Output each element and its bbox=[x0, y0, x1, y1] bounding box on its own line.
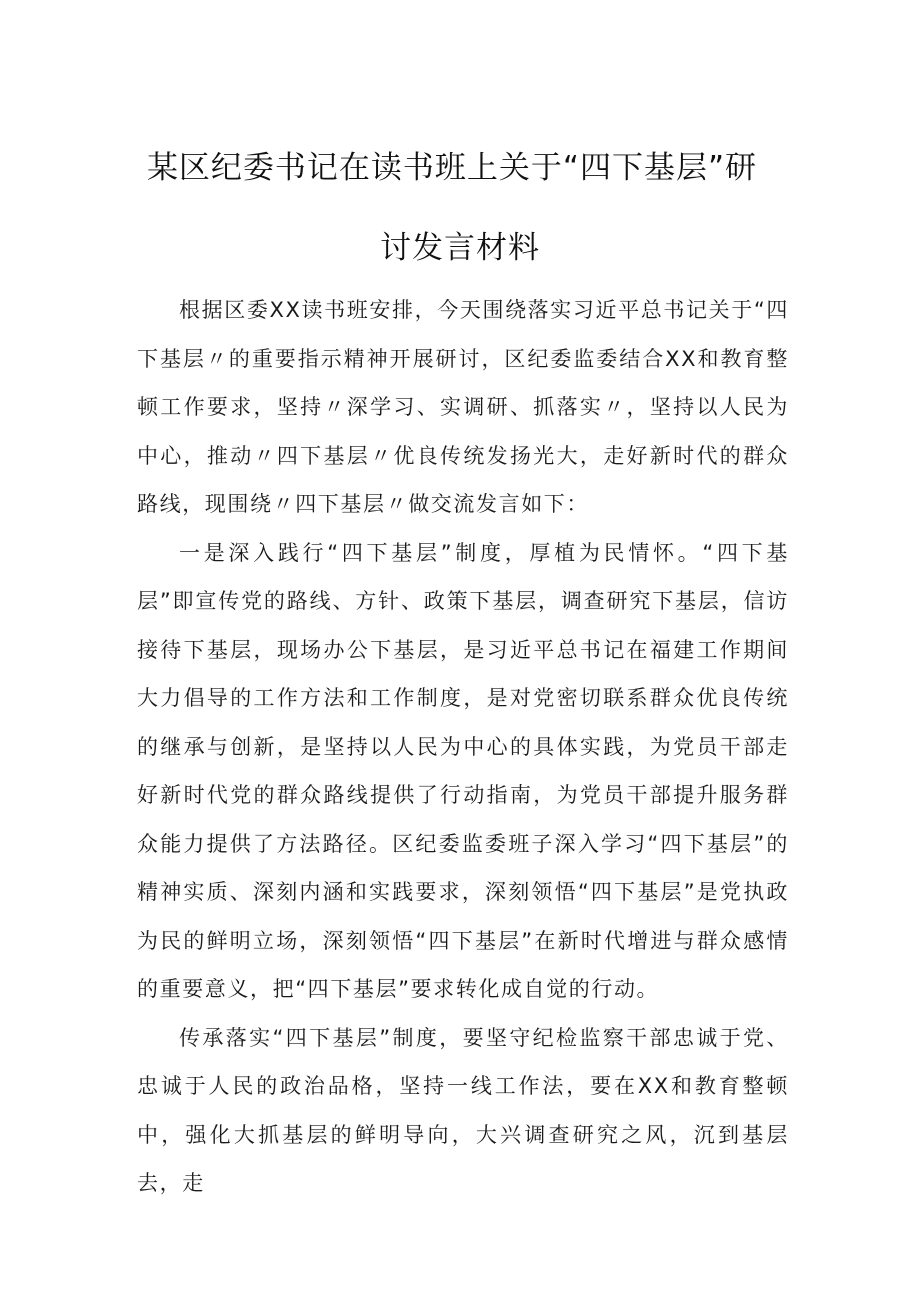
paragraph-intro: 根据区委XX读书班安排，今天围绕落实习近平总书记关于“四下基层〃的重要指示精神开展研讨，区纪委监委结合XX和教育整顿工作要求，坚持〃深学习、实调研、抓落实〃，坚持以人民为中心，推动〃四下基层〃优良传统发扬光大，走好新时代的群众路线，现围绕〃四下基层〃做交流发言如下： bbox=[137, 298, 789, 516]
paragraph-point-one: 一是深入践行“四下基层”制度，厚植为民情怀。“四下基层”即宣传党的路线、方针、政策下基层，调查研究下基层，信访接待下基层，现场办公下基层，是习近平总书记在福建工作期间大力倡导的工作方法和工作制度，是对党密切联系群众优良传统的继承与创新，是坚持以人民为中心的具体实践，为党员干部走好新时代党的群众路线提供了行动指南，为党员干部提升服务群众能力提供了方法路径。区纪委监委班子深入学习“四下基层”的精神实质、深刻内涵和实践要求，深刻领悟“四下基层”是党执政为民的鲜明立场，深刻领悟“四下基层”在新时代增进与群众感情的重要意义，把“四下基层”要求转化成自觉的行动。 bbox=[137, 540, 789, 1001]
document-title-line-2: 讨发言材料 bbox=[380, 230, 540, 266]
document-title-line-1: 某区纪委书记在读书班上关于“四下基层”研 bbox=[146, 150, 758, 186]
paragraph-inheritance: 传承落实“四下基层”制度，要坚守纪检监察干部忠诚于党、忠诚于人民的政治品格，坚持一线工作法，要在XX和教育整顿中，强化大抓基层的鲜明导向，大兴调查研究之风，沉到基层去，走 bbox=[137, 1025, 789, 1195]
document-body bbox=[137, 286, 789, 1208]
